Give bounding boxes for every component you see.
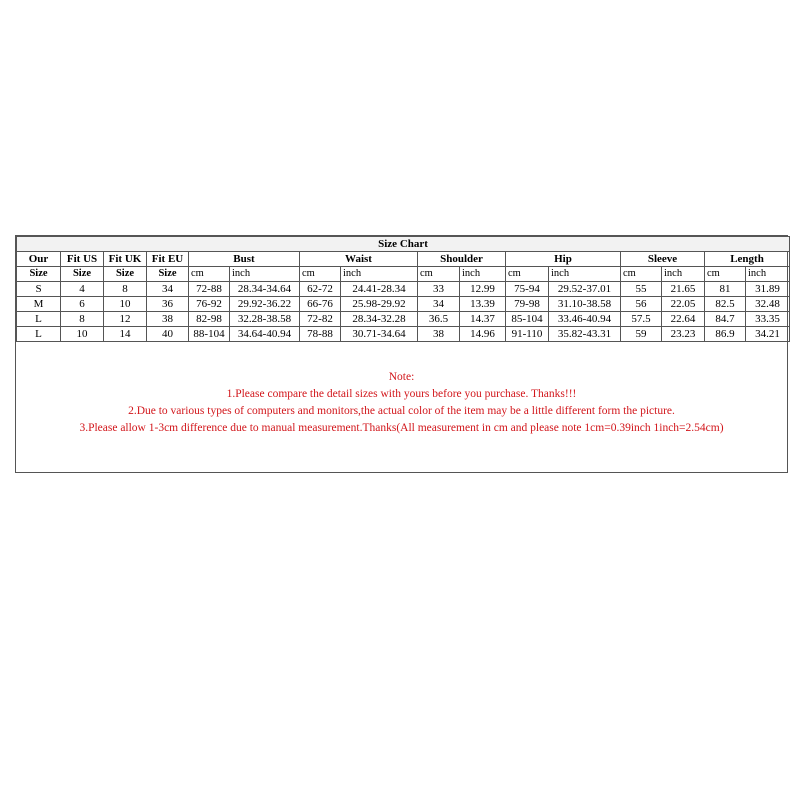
cell-bust-inch: 28.34-34.64	[230, 282, 300, 297]
cell-us-size: 8	[61, 312, 104, 327]
cell-uk-size: 14	[104, 327, 147, 342]
table-row	[17, 327, 790, 342]
cell-shoulder-cm: 36.5	[418, 312, 460, 327]
unit-inch: inch	[230, 267, 300, 282]
cell-our-size: L	[17, 327, 61, 342]
note-heading: Note:	[388, 371, 415, 383]
cell-waist-inch: 28.34-32.28	[341, 312, 418, 327]
header-hip: Hip	[506, 252, 621, 267]
header-length: Length	[705, 252, 790, 267]
unit-inch: inch	[341, 267, 418, 282]
cell-waist-cm: 66-76	[300, 297, 341, 312]
cell-shoulder-inch: 14.37	[460, 312, 506, 327]
table-row	[17, 282, 790, 297]
unit-cm: cm	[189, 267, 230, 282]
header-our-size-line2: Size	[17, 267, 61, 282]
unit-inch: inch	[549, 267, 621, 282]
header-fit-uk-line2: Size	[104, 267, 147, 282]
size-table	[16, 236, 790, 342]
cell-waist-cm: 72-82	[300, 312, 341, 327]
cell-length-cm: 86.9	[705, 327, 746, 342]
cell-waist-cm: 78-88	[300, 327, 341, 342]
cell-bust-inch: 32.28-38.58	[230, 312, 300, 327]
cell-sleeve-cm: 59	[621, 327, 662, 342]
cell-eu-size: 36	[147, 297, 189, 312]
cell-bust-inch: 34.64-40.94	[230, 327, 300, 342]
cell-sleeve-inch: 21.65	[662, 282, 705, 297]
unit-cm: cm	[506, 267, 549, 282]
cell-hip-inch: 35.82-43.31	[549, 327, 621, 342]
cell-us-size: 6	[61, 297, 104, 312]
cell-length-inch: 32.48	[746, 297, 790, 312]
cell-hip-cm: 79-98	[506, 297, 549, 312]
cell-sleeve-cm: 56	[621, 297, 662, 312]
cell-hip-inch: 31.10-38.58	[549, 297, 621, 312]
note-block	[16, 369, 787, 437]
cell-hip-cm: 85-104	[506, 312, 549, 327]
cell-bust-cm: 88-104	[189, 327, 230, 342]
header-sleeve: Sleeve	[621, 252, 705, 267]
table-row	[17, 297, 790, 312]
header-fit-eu-line2: Size	[147, 267, 189, 282]
header-fit-uk-line1: Fit UK	[104, 252, 147, 267]
cell-hip-cm: 91-110	[506, 327, 549, 342]
note-line-2: 2.Due to various types of computers and monitors,the actual color of the item may be a little different form the picture.	[128, 405, 675, 417]
cell-length-cm: 82.5	[705, 297, 746, 312]
header-row	[17, 252, 790, 267]
cell-hip-inch: 33.46-40.94	[549, 312, 621, 327]
cell-sleeve-inch: 22.64	[662, 312, 705, 327]
cell-sleeve-inch: 23.23	[662, 327, 705, 342]
cell-our-size: L	[17, 312, 61, 327]
cell-bust-inch: 29.92-36.22	[230, 297, 300, 312]
cell-bust-cm: 76-92	[189, 297, 230, 312]
cell-waist-cm: 62-72	[300, 282, 341, 297]
cell-waist-inch: 24.41-28.34	[341, 282, 418, 297]
cell-shoulder-inch: 14.96	[460, 327, 506, 342]
cell-length-inch: 33.35	[746, 312, 790, 327]
cell-bust-cm: 82-98	[189, 312, 230, 327]
cell-us-size: 4	[61, 282, 104, 297]
cell-hip-inch: 29.52-37.01	[549, 282, 621, 297]
cell-us-size: 10	[61, 327, 104, 342]
cell-shoulder-cm: 34	[418, 297, 460, 312]
cell-sleeve-cm: 55	[621, 282, 662, 297]
cell-length-inch: 34.21	[746, 327, 790, 342]
cell-hip-cm: 75-94	[506, 282, 549, 297]
unit-cm: cm	[300, 267, 341, 282]
note-line-1: 1.Please compare the detail sizes with yours before you purchase. Thanks!!!	[226, 388, 577, 400]
cell-sleeve-inch: 22.05	[662, 297, 705, 312]
header-waist: Waist	[300, 252, 418, 267]
cell-eu-size: 38	[147, 312, 189, 327]
cell-waist-inch: 30.71-34.64	[341, 327, 418, 342]
unit-cm: cm	[621, 267, 662, 282]
header-fit-us-line1: Fit US	[61, 252, 104, 267]
header-our-size-line1: Our	[17, 252, 61, 267]
unit-inch: inch	[460, 267, 506, 282]
header-fit-us-line2: Size	[61, 267, 104, 282]
unit-inch: inch	[662, 267, 705, 282]
header-fit-eu-line1: Fit EU	[147, 252, 189, 267]
cell-shoulder-cm: 38	[418, 327, 460, 342]
header-bust: Bust	[189, 252, 300, 267]
unit-cm: cm	[705, 267, 746, 282]
cell-eu-size: 34	[147, 282, 189, 297]
chart-title: Size Chart	[17, 237, 790, 252]
cell-shoulder-inch: 13.39	[460, 297, 506, 312]
cell-our-size: M	[17, 297, 61, 312]
cell-shoulder-cm: 33	[418, 282, 460, 297]
unit-cm: cm	[418, 267, 460, 282]
cell-length-cm: 84.7	[705, 312, 746, 327]
cell-bust-cm: 72-88	[189, 282, 230, 297]
cell-uk-size: 10	[104, 297, 147, 312]
cell-waist-inch: 25.98-29.92	[341, 297, 418, 312]
size-chart	[15, 235, 788, 473]
cell-our-size: S	[17, 282, 61, 297]
header-shoulder: Shoulder	[418, 252, 506, 267]
unit-inch: inch	[746, 267, 790, 282]
cell-uk-size: 12	[104, 312, 147, 327]
cell-sleeve-cm: 57.5	[621, 312, 662, 327]
table-row	[17, 312, 790, 327]
cell-uk-size: 8	[104, 282, 147, 297]
cell-length-cm: 81	[705, 282, 746, 297]
cell-length-inch: 31.89	[746, 282, 790, 297]
cell-shoulder-inch: 12.99	[460, 282, 506, 297]
cell-eu-size: 40	[147, 327, 189, 342]
unit-row	[17, 267, 790, 282]
note-line-3: 3.Please allow 1-3cm difference due to manual measurement.Thanks(All measurement in cm and please note 1cm=0.39inch 1inch=2.54cm)	[79, 422, 724, 434]
